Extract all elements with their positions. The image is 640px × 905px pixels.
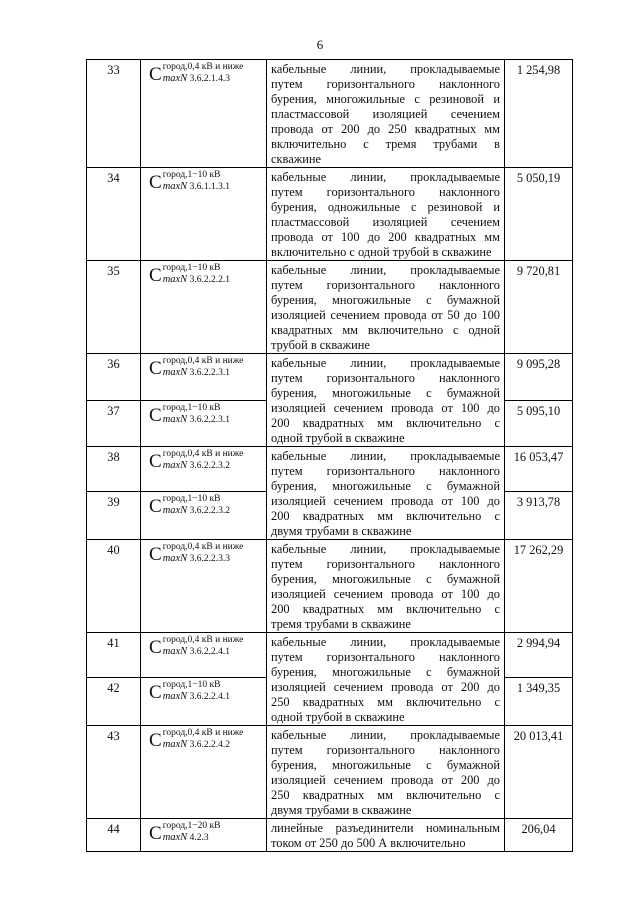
page-number: 6 (316, 37, 324, 52)
row-number: 39 (87, 492, 141, 540)
rate-letter: C (149, 637, 162, 658)
rate-subscript-var: maxN (162, 553, 188, 564)
description-line: путем горизонтального наклонного (271, 77, 500, 91)
description-line: бурения, многожильные с бумажной (271, 758, 500, 772)
rate-symbol (141, 726, 267, 819)
description-cell (267, 540, 505, 633)
rate-subscript (163, 647, 244, 657)
table-row (87, 261, 573, 354)
rate-code: 3.6.2.2.4.1 (189, 692, 230, 703)
description-line: изоляцией сечением провода от 100 до (271, 401, 500, 415)
rate-formula (149, 680, 230, 703)
description-line: бурения, многожильные с бумажной (271, 386, 500, 400)
rate-formula (149, 62, 243, 85)
table-row (87, 819, 573, 852)
table-row (87, 354, 573, 401)
table-row (87, 447, 573, 492)
rate-code: 3.6.2.2.3.1 (189, 414, 230, 425)
rate-superscript: город,1−10 кВ (162, 402, 221, 413)
rate-subscript (163, 415, 230, 425)
description-line: путем горизонтального наклонного (271, 650, 500, 664)
rate-symbol (141, 261, 267, 354)
table-row (87, 726, 573, 819)
description-line: провода от 100 до 200 квадратных мм (271, 230, 500, 244)
rate-superscript: город,0,4 кВ и ниже (162, 62, 244, 72)
rate-subscript-var: maxN (162, 181, 188, 192)
description-line: 200 квадратных мм включительно с (271, 602, 500, 616)
rate-superscript: город,0,4 кВ и ниже (162, 728, 244, 738)
description-line: двумя трубами в скважине (271, 803, 412, 817)
description-line: бурения, многожильные с бумажной (271, 293, 500, 307)
description-line: одной трубой в скважине (271, 431, 405, 445)
description-line: включительно с одной трубой в скважине (271, 245, 492, 259)
rate-value: 17 262,29 (505, 540, 573, 633)
rate-superscript: город,1−10 кВ (162, 263, 221, 273)
rate-code: 4.2.3 (189, 833, 209, 843)
rate-value: 1 349,35 (505, 678, 573, 726)
description-line: одной трубой в скважине (271, 710, 405, 724)
rate-subscript-var: maxN (162, 460, 188, 471)
rate-code: 3.6.2.1.4.3 (189, 74, 230, 84)
rate-subscript-var: maxN (162, 413, 188, 425)
rate-formula (149, 356, 243, 379)
description-cell (267, 354, 505, 447)
description-cell (267, 633, 505, 726)
description-line: бурения, одножильные с резиновой и (271, 200, 500, 214)
table-row (87, 633, 573, 678)
description-line: путем горизонтального наклонного (271, 278, 500, 292)
rate-subscript (163, 461, 244, 471)
rate-letter: C (149, 682, 162, 704)
tariff-table (86, 59, 573, 852)
description-line: кабельные линии, прокладываемые (271, 62, 500, 76)
row-number: 37 (87, 400, 141, 447)
rate-indices (163, 494, 230, 516)
rate-indices (163, 449, 244, 471)
rate-subscript (163, 833, 221, 843)
rate-subscript-var: maxN (162, 367, 188, 378)
description-line: линейные разъединители номинальным (271, 821, 500, 835)
description-line: изоляцией сечением провода от 200 до (271, 680, 500, 694)
description-line: трубой в скважине (271, 338, 370, 352)
rate-superscript: город,0,4 кВ и ниже (162, 449, 244, 459)
row-number: 41 (87, 633, 141, 678)
row-number: 35 (87, 261, 141, 354)
row-number: 43 (87, 726, 141, 819)
rate-value: 16 053,47 (505, 447, 573, 492)
description-line: пластмассовой изоляцией сечением (271, 215, 500, 229)
rate-code: 3.6.2.2.4.2 (189, 740, 230, 750)
description-line: квадратных мм включительно с одной (271, 323, 500, 337)
rate-symbol (141, 819, 267, 852)
description-line: путем горизонтального наклонного (271, 185, 500, 199)
rate-letter: C (149, 496, 162, 518)
rate-indices (163, 170, 230, 192)
rate-code: 3.6.2.2.4.1 (189, 647, 230, 657)
rate-subscript-var: maxN (162, 646, 188, 657)
rate-formula (149, 728, 243, 751)
description-line: кабельные линии, прокладываемые (271, 728, 500, 742)
rate-formula (149, 494, 230, 517)
rate-letter: C (149, 172, 162, 193)
rate-indices (163, 62, 244, 84)
description-cell (267, 60, 505, 168)
rate-subscript (163, 74, 244, 84)
rate-subscript (163, 554, 244, 564)
row-number: 33 (87, 60, 141, 168)
rate-subscript (163, 740, 244, 750)
rate-subscript (163, 275, 230, 285)
rate-subscript (163, 692, 230, 702)
description-cell (267, 726, 505, 819)
rate-indices (163, 728, 244, 750)
rate-value: 5 050,19 (505, 168, 573, 261)
rate-subscript-var: maxN (162, 691, 188, 703)
rate-subscript-var: maxN (162, 739, 188, 750)
rate-letter: C (149, 451, 162, 472)
rate-subscript-var: maxN (162, 73, 188, 84)
rate-letter: C (149, 64, 162, 85)
rate-formula (149, 821, 220, 844)
rate-value: 20 013,41 (505, 726, 573, 819)
rate-code: 3.6.2.2.3.3 (189, 554, 230, 564)
table-row (87, 168, 573, 261)
description-line: двумя трубами в скважине (271, 524, 412, 538)
rate-symbol (141, 400, 267, 447)
description-line: бурения, многожильные с бумажной (271, 665, 500, 679)
row-number: 44 (87, 819, 141, 852)
rate-code: 3.6.2.2.3.2 (189, 461, 230, 471)
row-number: 42 (87, 678, 141, 726)
rate-symbol (141, 492, 267, 540)
description-line: путем горизонтального наклонного (271, 464, 500, 478)
table-row (87, 60, 573, 168)
rate-formula (149, 170, 230, 193)
rate-indices (163, 356, 244, 378)
rate-value: 9 720,81 (505, 261, 573, 354)
description-line: 200 квадратных мм включительно с (271, 416, 500, 430)
rate-indices (163, 821, 221, 843)
rate-letter: C (149, 404, 162, 426)
rate-letter: C (149, 544, 162, 565)
rate-value: 5 095,10 (505, 400, 573, 447)
description-line: путем горизонтального наклонного (271, 371, 500, 385)
rate-subscript (163, 368, 244, 378)
rate-superscript: город,0,4 кВ и ниже (162, 356, 244, 366)
rate-formula (149, 263, 230, 286)
description-line: кабельные линии, прокладываемые (271, 356, 500, 370)
rate-symbol (141, 354, 267, 401)
description-line: кабельные линии, прокладываемые (271, 635, 500, 649)
description-cell (267, 261, 505, 354)
description-line: изоляцией сечением провода от 50 до 100 (271, 308, 500, 322)
description-line: изоляцией сечением провода от 100 до (271, 494, 500, 508)
rate-symbol (141, 168, 267, 261)
rate-superscript: город,1−10 кВ (162, 680, 221, 691)
description-line: бурения, многожильные с бумажной (271, 479, 500, 493)
row-number: 38 (87, 447, 141, 492)
description-line: 250 квадратных мм включительно с (271, 788, 500, 802)
rate-indices (163, 263, 230, 285)
description-line: провода от 200 до 250 квадратных мм (271, 122, 500, 136)
row-number: 36 (87, 354, 141, 401)
description-line: пластмассовой изоляцией сечением (271, 107, 500, 121)
rate-superscript: город,0,4 кВ и ниже (162, 542, 244, 552)
table-row (87, 540, 573, 633)
description-line: скважине (271, 152, 322, 166)
description-line: изоляцией сечением провода от 100 до (271, 587, 500, 601)
rate-formula (149, 403, 230, 426)
description-line: кабельные линии, прокладываемые (271, 170, 500, 184)
rate-subscript (163, 506, 230, 516)
rate-symbol (141, 447, 267, 492)
description-line: включительно с тремя трубами в (271, 137, 500, 151)
rate-symbol (141, 678, 267, 726)
rate-subscript (163, 182, 230, 192)
rate-superscript: город,1−20 кВ (162, 821, 221, 831)
rate-letter: C (149, 265, 162, 286)
rate-code: 3.6.1.1.3.1 (189, 182, 230, 192)
rate-letter: C (149, 358, 162, 379)
rate-symbol (141, 60, 267, 168)
description-cell (267, 447, 505, 540)
rate-subscript-var: maxN (162, 274, 188, 285)
rate-code: 3.6.2.2.2.1 (189, 275, 230, 285)
rate-indices (163, 542, 244, 564)
rate-subscript-var: maxN (162, 832, 188, 843)
rate-code: 3.6.2.2.3.1 (189, 368, 230, 378)
rate-code: 3.6.2.2.3.2 (189, 506, 230, 517)
description-line: кабельные линии, прокладываемые (271, 263, 500, 277)
rate-formula (149, 449, 243, 472)
description-line: бурения, многожильные с бумажной (271, 572, 500, 586)
rate-value: 1 254,98 (505, 60, 573, 168)
rate-value: 206,04 (505, 819, 573, 852)
description-line: током от 250 до 500 А включительно (271, 836, 466, 850)
rate-value: 9 095,28 (505, 354, 573, 401)
rate-symbol (141, 633, 267, 678)
rate-formula (149, 635, 243, 658)
rate-superscript: город,1−10 кВ (162, 494, 221, 505)
rate-indices (163, 680, 230, 702)
rate-subscript-var: maxN (162, 505, 188, 517)
description-cell (267, 819, 505, 852)
rate-superscript: город,0,4 кВ и ниже (162, 635, 244, 645)
rate-formula (149, 542, 243, 565)
rate-letter: C (149, 730, 162, 751)
description-line: изоляцией сечением провода от 200 до (271, 773, 500, 787)
rate-indices (163, 403, 230, 425)
description-line: кабельные линии, прокладываемые (271, 542, 500, 556)
rate-indices (163, 635, 244, 657)
rate-superscript: город,1−10 кВ (162, 170, 221, 180)
description-line: тремя трубами в скважине (271, 617, 411, 631)
description-cell (267, 168, 505, 261)
rate-letter: C (149, 823, 162, 844)
description-line: путем горизонтального наклонного (271, 743, 500, 757)
row-number: 34 (87, 168, 141, 261)
description-line: 250 квадратных мм включительно с (271, 695, 500, 709)
description-line: путем горизонтального наклонного (271, 557, 500, 571)
description-line: бурения, многожильные с резиновой и (271, 92, 500, 106)
description-line: кабельные линии, прокладываемые (271, 449, 500, 463)
rate-value: 2 994,94 (505, 633, 573, 678)
row-number: 40 (87, 540, 141, 633)
rate-value: 3 913,78 (505, 492, 573, 540)
description-line: 200 квадратных мм включительно с (271, 509, 500, 523)
rate-symbol (141, 540, 267, 633)
